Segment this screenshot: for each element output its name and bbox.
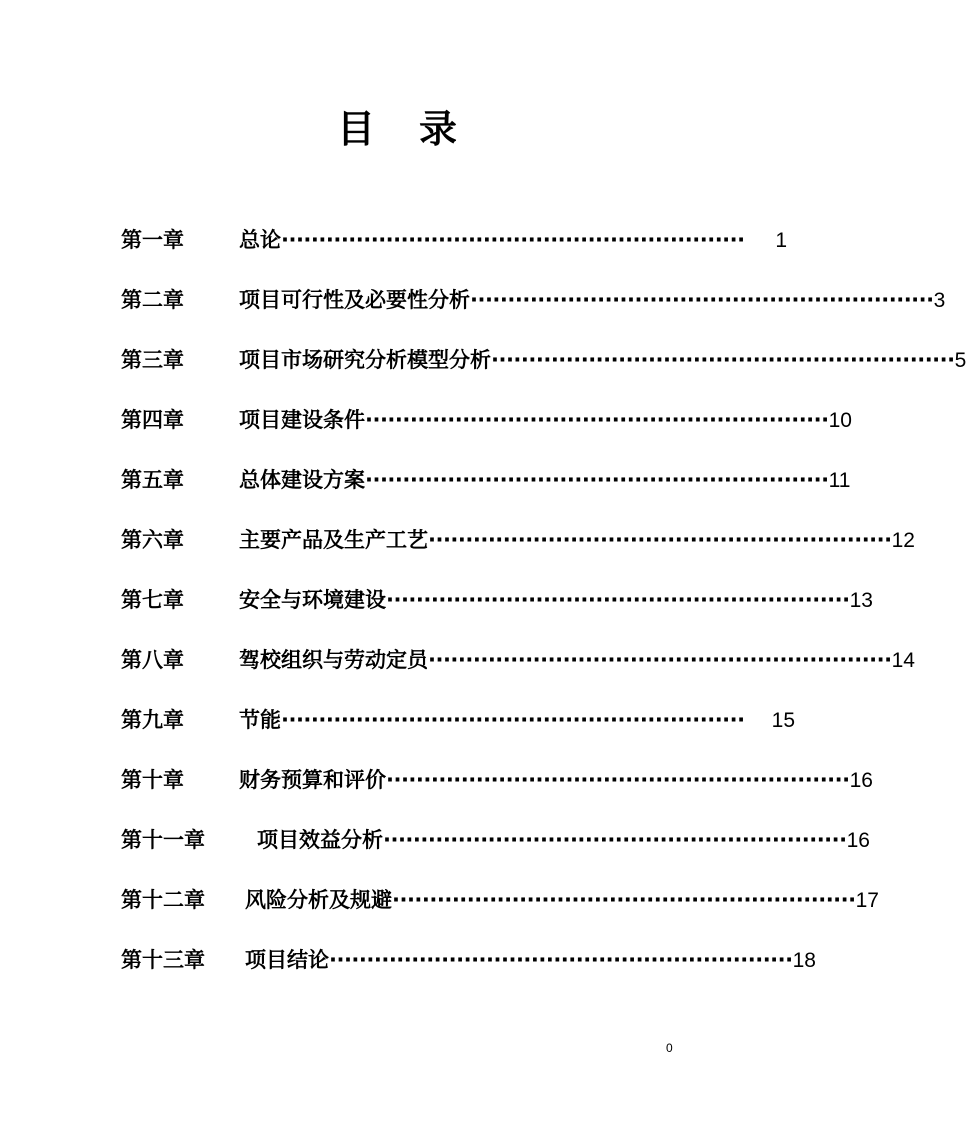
toc-page-number: 12 — [891, 529, 915, 552]
toc-chapter-label: 第五章 — [121, 468, 184, 492]
toc-chapter-label: 第四章 — [121, 408, 184, 432]
toc-chapter-label: 第十章 — [121, 768, 184, 792]
toc-chapter-label: 第八章 — [121, 648, 184, 672]
toc-page-number: 11 — [828, 469, 851, 492]
toc-chapter-label: 第七章 — [121, 588, 184, 612]
toc-page-number: 16 — [846, 829, 870, 852]
toc-chapter-label: 第十一章 — [121, 828, 205, 852]
toc-chapter-label: 第三章 — [121, 348, 184, 372]
toc-leader-dots: ······························································ — [281, 228, 745, 252]
toc-entry-title: 总论 — [239, 228, 281, 252]
footer-page-number: 0 — [666, 1041, 673, 1055]
toc-page-number: 5 — [954, 349, 966, 372]
toc-entry-title: 节能 — [239, 708, 281, 732]
toc-chapter-label: 第十二章 — [121, 888, 205, 912]
toc-leader-dots: ······························································ — [383, 828, 847, 852]
toc-page-number: 18 — [792, 949, 816, 972]
toc-chapter-label: 第十三章 — [121, 948, 205, 972]
toc-leader-dots: ······························································ — [470, 288, 934, 312]
toc-leader-dots: ······························································ — [365, 408, 829, 432]
toc-page-number: 3 — [933, 289, 946, 312]
toc-leader-dots: ······························································ — [428, 648, 892, 672]
toc-chapter-label: 第六章 — [121, 528, 184, 552]
toc-leader-dots: ······························································ — [386, 768, 850, 792]
toc-page-number: 1 — [775, 229, 787, 252]
toc-leader-dots: ······························································ — [329, 948, 793, 972]
title-char-1: 目 — [336, 107, 375, 151]
toc-page-number: 10 — [828, 409, 852, 432]
toc-leader-dots: ······························································ — [386, 588, 850, 612]
title-char-2: 录 — [419, 107, 458, 151]
toc-leader-dots: ······························································ — [428, 528, 892, 552]
toc-entry-title: 项目建设条件 — [239, 408, 365, 432]
toc-page-number: 17 — [855, 889, 879, 912]
toc-page-number: 13 — [849, 589, 873, 612]
toc-entry-title: 项目效益分析 — [257, 828, 383, 852]
toc-entry-title: 财务预算和评价 — [239, 768, 386, 792]
toc-entry-title: 主要产品及生产工艺 — [239, 528, 428, 552]
toc-entry-title: 安全与环境建设 — [239, 588, 386, 612]
toc-entry-title: 总体建设方案 — [239, 468, 365, 492]
toc-leader-dots: ······························································ — [365, 468, 829, 492]
toc-chapter-label: 第二章 — [121, 288, 184, 312]
toc-entry-title: 项目市场研究分析模型分析 — [239, 348, 491, 372]
toc-leader-dots: ······························································ — [392, 888, 856, 912]
toc-leader-dots: ······························································ — [281, 708, 745, 732]
toc-entry-title: 项目结论 — [245, 948, 329, 972]
toc-entry-title: 项目可行性及必要性分析 — [239, 288, 470, 312]
toc-entry-title: 风险分析及规避 — [245, 888, 392, 912]
toc-leader-dots: ······························································ — [491, 348, 955, 372]
toc-chapter-label: 第一章 — [121, 228, 184, 252]
toc-chapter-label: 第九章 — [121, 708, 184, 732]
toc-entry-title: 驾校组织与劳动定员 — [239, 648, 428, 672]
toc-page-number: 16 — [849, 769, 873, 792]
toc-page-number: 14 — [891, 649, 915, 672]
toc-page-number: 15 — [771, 709, 795, 732]
